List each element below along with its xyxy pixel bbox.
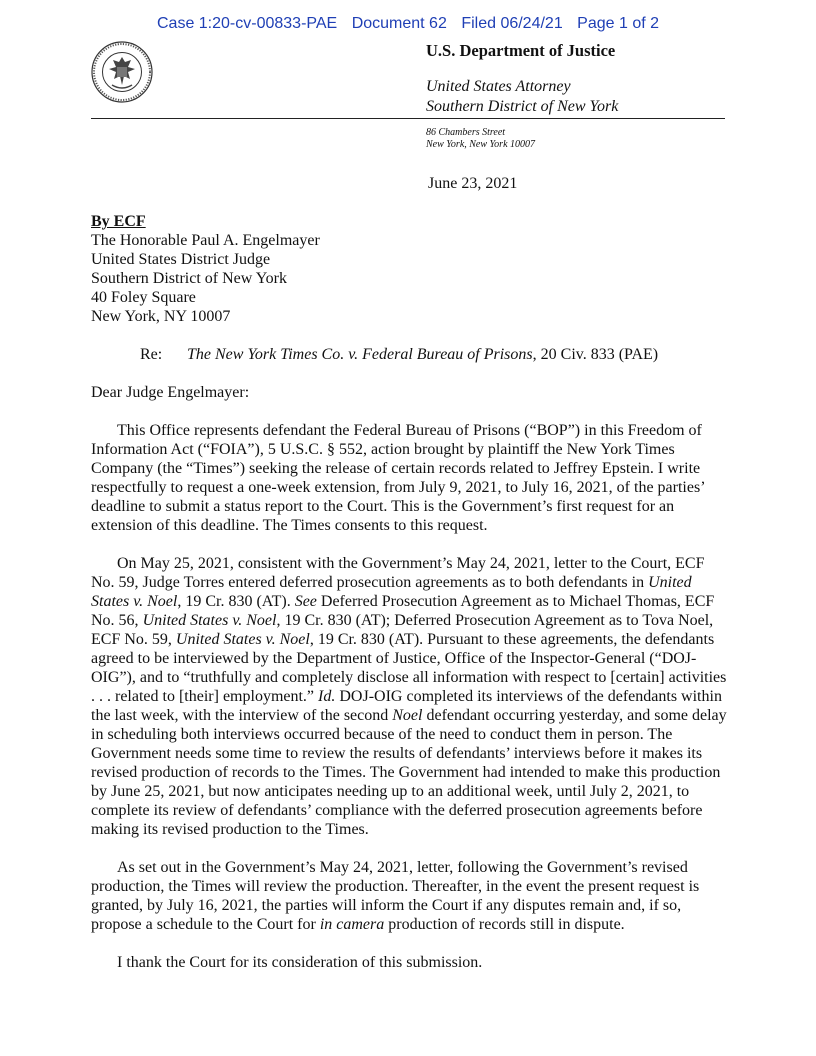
paragraph-2: On May 25, 2021, consistent with the Government’s May 24, 2021, letter to the Court, ECF No. 59, Judge Torres entered deferred prosecution agreements as to both defendants in United States v. Noel, 19 Cr. 830 (AT). See Deferred Prosecution Agreement as to Michael Thomas, ECF No. 56, United States v. Noel, 19 Cr. 830 (AT); Deferred Prosecution Agreement as to Tova Noel, ECF No. 59, United States v. Noel, 19 Cr. 830 (AT). Pursuant to these agreements, the defendants agreed to be interviewed by the Department of Justice, Office of the Inspector-General (“DOJ-OIG”), and to “truthfully and completely disclose all information with respect to [certain] activities . . . related to [their] employment.” Id. DOJ-OIG completed its interviews of the defendants within the last week, with the interview of the second Noel defendant occurring yesterday, and some delay in scheduling both interviews occurred because of the need to conduct them in person. The Government needs some time to review the results of defendants’ interviews before it makes its revised production of records to the Times. The Government had intended to make this production by June 25, 2021, but now anticipates needing up to an additional week, until July 2, 2021, to complete its review of defendants’ compliance with the deferred prosecution agreements before making its revised production to the Times. <box>91 555 727 838</box>
department-name: U.S. Department of Justice <box>426 41 616 60</box>
ecf-header-stamp <box>0 15 816 33</box>
recipient-block <box>91 231 727 326</box>
letterhead-divider <box>91 118 725 119</box>
document-number: Document 62 <box>351 15 447 32</box>
case-number: Case 1:20-cv-00833-PAE <box>156 15 338 32</box>
office-district: Southern District of New York <box>426 98 619 115</box>
office-address <box>426 127 535 150</box>
doj-seal-icon <box>91 41 153 103</box>
office-block <box>426 77 618 117</box>
recipient-title: United States District Judge <box>91 251 271 268</box>
paragraph-1: This Office represents defendant the Federal Bureau of Prisons (“BOP”) in this Freedom of Information Act (“FOIA”), 5 U.S.C. § 552, action brought by plaintiff the New York Times Company (the “Times”) seeking the release of certain records related to Jeffrey Epstein. I write respectfully to request a one-week extension, from July 9, 2021, to July 16, 2021, of the parties’ deadline to submit a status report to the Court. This is the Government’s first request for an extension of this deadline. The Times consents to this request. <box>91 422 705 534</box>
paragraph-4: I thank the Court for its consideration of this submission. <box>117 954 483 971</box>
re-line <box>91 345 727 364</box>
case-caption: The New York Times Co. v. Federal Bureau of Prisons <box>187 346 533 363</box>
paragraph-3: As set out in the Government’s May 24, 2021, letter, following the Government’s revised production, the Times will review the production. Thereafter, in the event the present request is granted, by July 16, 2021, the parties will inform the Court if any disputes remain and, if so, propose a schedule to the Court for in camera production of records still in dispute. <box>91 859 700 933</box>
letter-body <box>91 212 727 972</box>
office-street: 86 Chambers Street <box>426 127 506 138</box>
recipient-city: New York, NY 10007 <box>91 308 231 325</box>
re-label: Re: <box>140 346 163 363</box>
office-title: United States Attorney <box>426 78 571 95</box>
delivery-method: By ECF <box>91 213 146 230</box>
filed-date: Filed 06/24/21 <box>461 15 563 32</box>
letter-date: June 23, 2021 <box>428 175 518 192</box>
office-city: New York, New York 10007 <box>426 138 536 150</box>
recipient-street: 40 Foley Square <box>91 289 196 306</box>
case-docket: , 20 Civ. 833 (PAE) <box>532 346 659 363</box>
recipient-name: The Honorable Paul A. Engelmayer <box>91 232 320 249</box>
recipient-court: Southern District of New York <box>91 270 287 287</box>
salutation: Dear Judge Engelmayer: <box>91 384 250 401</box>
page-count: Page 1 of 2 <box>577 15 660 32</box>
